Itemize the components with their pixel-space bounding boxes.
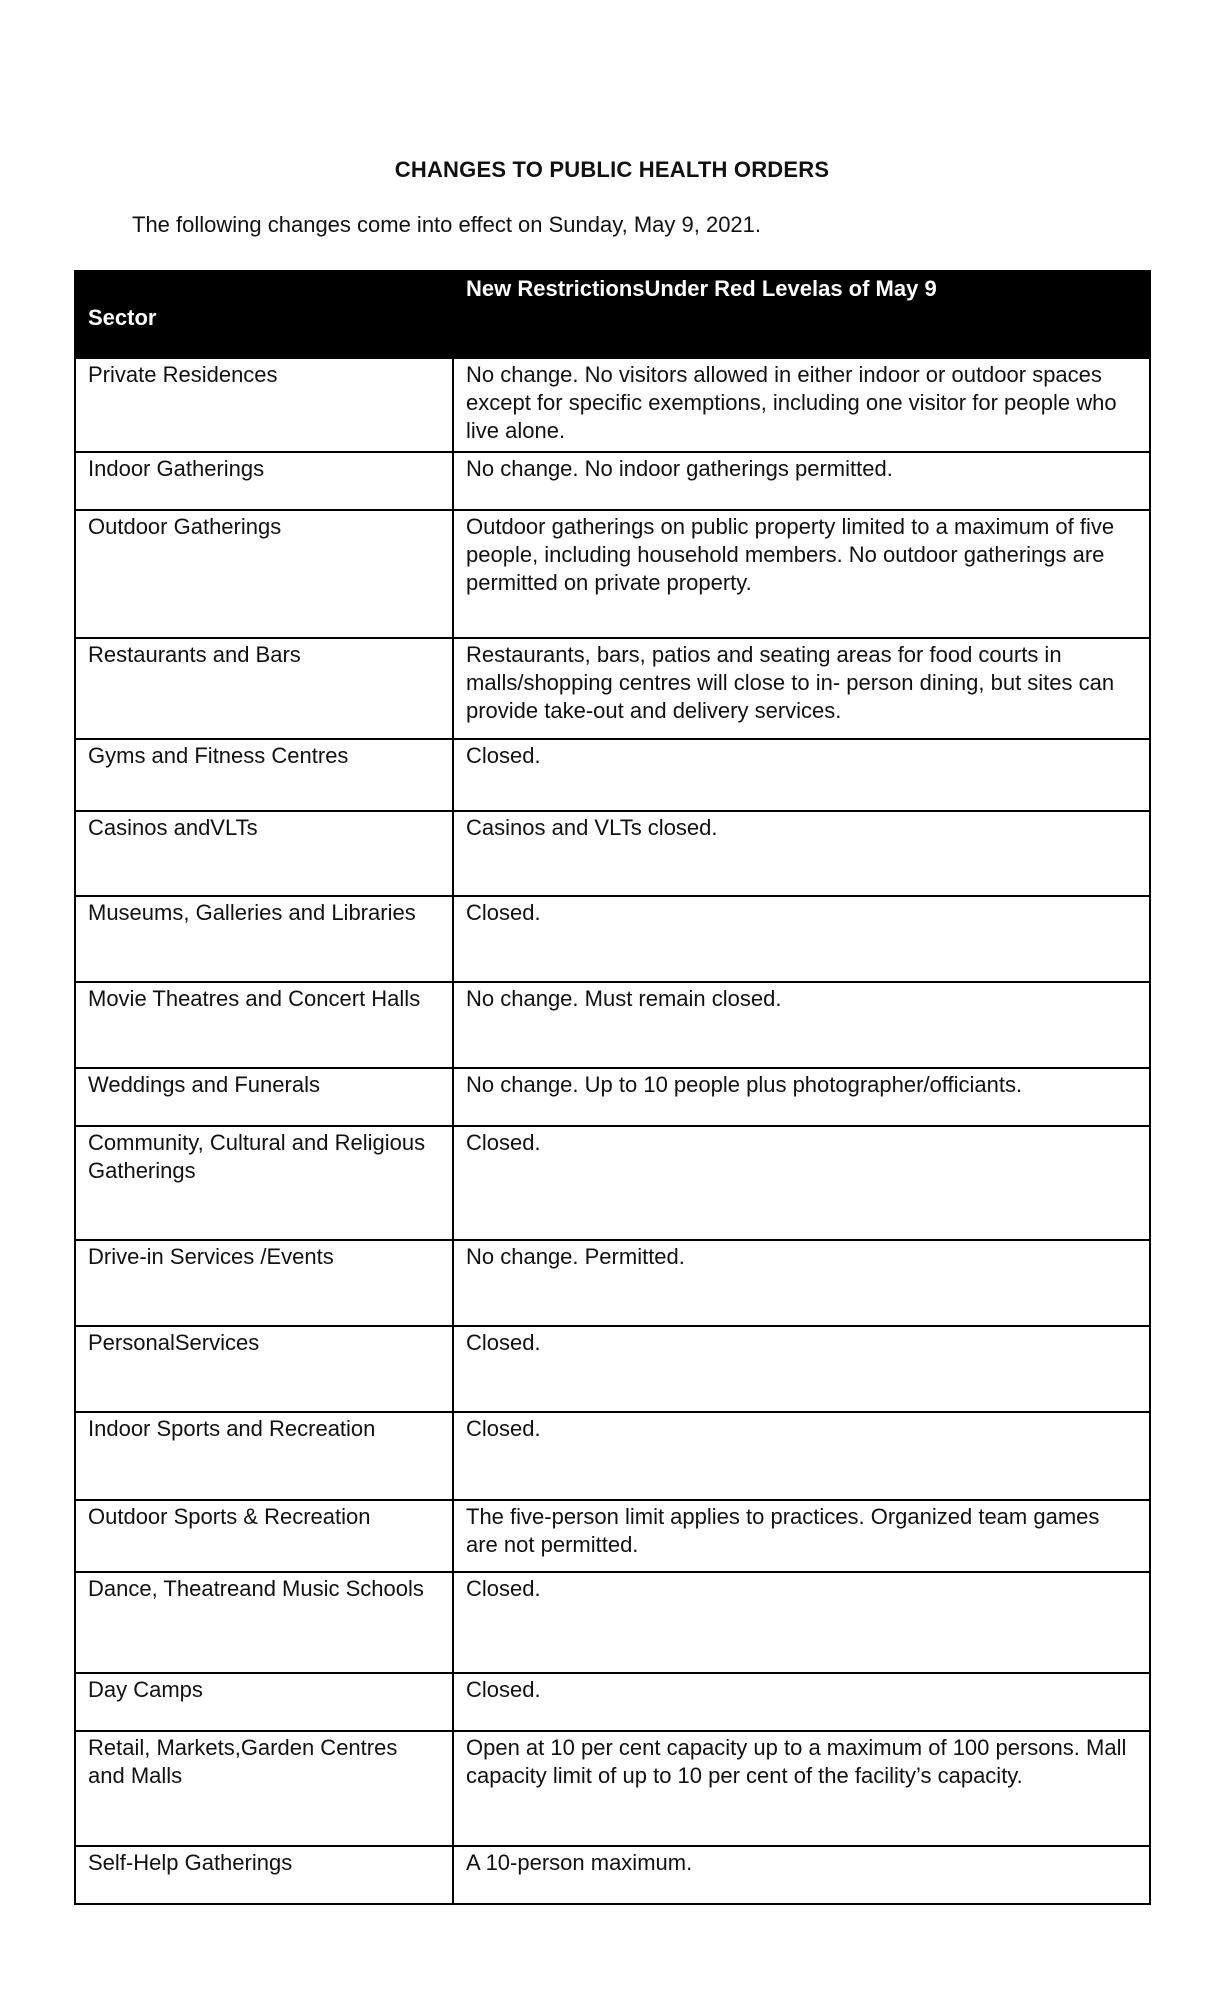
header-sector: Sector <box>75 271 453 358</box>
table-row <box>75 1731 1150 1846</box>
restriction-cell: Open at 10 per cent capacity up to a maximum of 100 persons. Mall capacity limit of up to 10 per cent of the facility’s capacity. <box>453 1731 1150 1846</box>
restriction-cell: Closed. <box>453 1412 1150 1500</box>
restriction-cell: No change. Up to 10 people plus photographer/officiants. <box>453 1068 1150 1126</box>
restriction-cell: No change. No visitors allowed in either indoor or outdoor spaces except for specific exemptions, including one visitor for people who live alone. <box>453 358 1150 452</box>
sector-cell: Drive-in Services /Events <box>75 1240 453 1326</box>
sector-cell: Outdoor Sports & Recreation <box>75 1500 453 1572</box>
restriction-cell: Closed. <box>453 1126 1150 1240</box>
restriction-cell: No change. Permitted. <box>453 1240 1150 1326</box>
sector-cell: Restaurants and Bars <box>75 638 453 739</box>
restriction-cell: Outdoor gatherings on public property limited to a maximum of five people, including household members. No outdoor gatherings are permitted on private property. <box>453 510 1150 638</box>
restriction-cell: No change. Must remain closed. <box>453 982 1150 1068</box>
sector-cell: Outdoor Gatherings <box>75 510 453 638</box>
table-row <box>75 1673 1150 1731</box>
table-row <box>75 982 1150 1068</box>
sector-cell: Casinos andVLTs <box>75 811 453 896</box>
table-row <box>75 452 1150 510</box>
table-header-row <box>75 271 1150 358</box>
table-row <box>75 358 1150 452</box>
table-row <box>75 1846 1150 1904</box>
table-row <box>75 811 1150 896</box>
sector-cell: Movie Theatres and Concert Halls <box>75 982 453 1068</box>
table-row <box>75 1326 1150 1412</box>
header-new-restrictions: New RestrictionsUnder Red Levelas of May 9 <box>453 271 1150 358</box>
restriction-cell: The five-person limit applies to practices. Organized team games are not permitted. <box>453 1500 1150 1572</box>
sector-cell: Community, Cultural and Religious Gatherings <box>75 1126 453 1240</box>
restriction-cell: Closed. <box>453 896 1150 982</box>
sector-cell: Self-Help Gatherings <box>75 1846 453 1904</box>
table-row <box>75 1126 1150 1240</box>
restriction-cell: Closed. <box>453 1673 1150 1731</box>
sector-cell: Weddings and Funerals <box>75 1068 453 1126</box>
table-row <box>75 896 1150 982</box>
restriction-cell: Casinos and VLTs closed. <box>453 811 1150 896</box>
sector-cell: Museums, Galleries and Libraries <box>75 896 453 982</box>
sector-cell: Private Residences <box>75 358 453 452</box>
restriction-cell: Closed. <box>453 1572 1150 1673</box>
restrictions-table <box>74 270 1151 1905</box>
sector-cell: PersonalServices <box>75 1326 453 1412</box>
table-row <box>75 1572 1150 1673</box>
table-row <box>75 1068 1150 1126</box>
table-row <box>75 1500 1150 1572</box>
table-row <box>75 739 1150 811</box>
restriction-cell: No change. No indoor gatherings permitted. <box>453 452 1150 510</box>
sector-cell: Gyms and Fitness Centres <box>75 739 453 811</box>
restriction-cell: Restaurants, bars, patios and seating areas for food courts in malls/shopping centres will close to in- person dining, but sites can provide take-out and delivery services. <box>453 638 1150 739</box>
restriction-cell: Closed. <box>453 1326 1150 1412</box>
restriction-cell: A 10-person maximum. <box>453 1846 1150 1904</box>
sector-cell: Indoor Gatherings <box>75 452 453 510</box>
sector-cell: Dance, Theatreand Music Schools <box>75 1572 453 1673</box>
table-row <box>75 1240 1150 1326</box>
intro-text: The following changes come into effect on Sunday, May 9, 2021. <box>132 212 762 237</box>
table-row <box>75 638 1150 739</box>
sector-cell: Indoor Sports and Recreation <box>75 1412 453 1500</box>
sector-cell: Retail, Markets,Garden Centres and Malls <box>75 1731 453 1846</box>
document-title: CHANGES TO PUBLIC HEALTH ORDERS <box>394 157 830 182</box>
sector-cell: Day Camps <box>75 1673 453 1731</box>
table-row <box>75 510 1150 638</box>
restriction-cell: Closed. <box>453 739 1150 811</box>
table-row <box>75 1412 1150 1500</box>
